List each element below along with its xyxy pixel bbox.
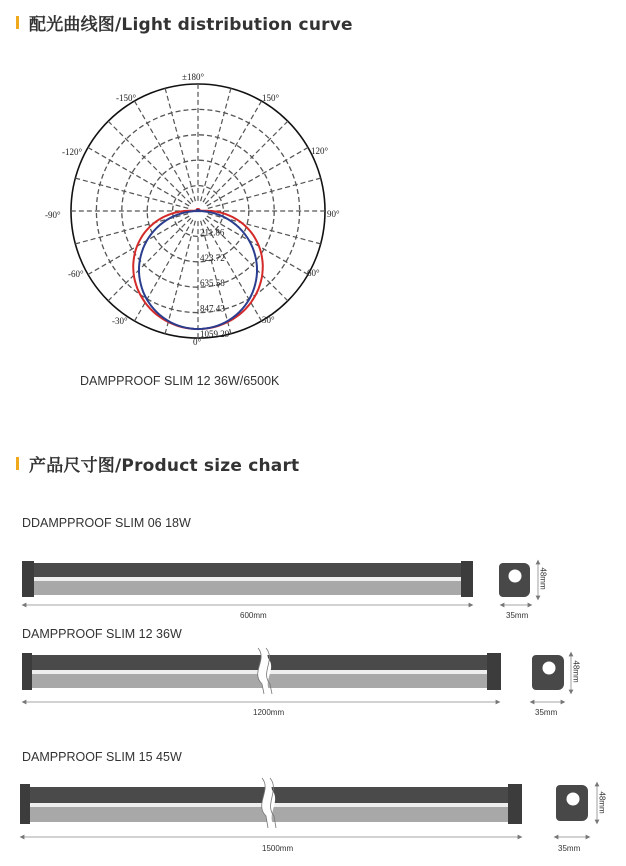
section-title: 配光曲线图/Light distribution curve xyxy=(29,15,353,35)
length-label: 1200mm xyxy=(253,708,285,717)
angle-label-r90: 90° xyxy=(327,209,340,219)
angle-label-r60: 60° xyxy=(307,268,320,278)
fixture-1200-drawing xyxy=(22,648,501,702)
polar-caption: DAMPPROOF SLIM 12 36W/6500K xyxy=(80,374,280,388)
fixture-1500-drawing xyxy=(20,778,522,837)
width-label: 35mm xyxy=(558,844,581,853)
angle-label-r120: 120° xyxy=(311,146,329,156)
length-label: 1500mm xyxy=(262,844,294,853)
angle-label-top: ±180° xyxy=(182,72,205,82)
fixture-1200-profile xyxy=(532,654,571,702)
product-name: DAMPPROOF SLIM 15 45W xyxy=(22,750,182,764)
height-label: 48mm xyxy=(538,567,548,590)
height-label: 48mm xyxy=(571,660,581,683)
angle-label-l60: -60° xyxy=(68,269,84,279)
angle-label-l90: -90° xyxy=(45,210,61,220)
angle-label-r30: 30° xyxy=(262,315,275,325)
angle-label-bottom: 0° xyxy=(193,337,202,347)
length-label: 600mm xyxy=(240,611,267,620)
radial-value-label: 423.72 xyxy=(200,252,225,263)
angle-label-l150: -150° xyxy=(116,93,137,103)
section-title: 产品尺寸图/Product size chart xyxy=(29,456,300,476)
radial-value-label: 211.86 xyxy=(200,227,225,238)
width-label: 35mm xyxy=(506,611,529,620)
fixture-600-drawing xyxy=(22,561,473,605)
product-name: DAMPPROOF SLIM 12 36W xyxy=(22,627,182,641)
fixture-600-profile xyxy=(499,562,538,605)
angle-label-l30: -30° xyxy=(112,316,128,326)
angle-label-l120: -120° xyxy=(62,147,83,157)
angle-label-r150: 150° xyxy=(262,93,280,103)
radial-value-label: 635.58 xyxy=(200,278,225,289)
radial-value-label: 1059.29 xyxy=(200,329,230,339)
fixture-1500-profile xyxy=(556,784,597,837)
radial-value-label: 847.43 xyxy=(200,303,225,314)
product-name: DDAMPPROOF SLIM 06 18W xyxy=(22,516,191,530)
width-label: 35mm xyxy=(535,708,558,717)
height-label: 48mm xyxy=(597,791,607,814)
